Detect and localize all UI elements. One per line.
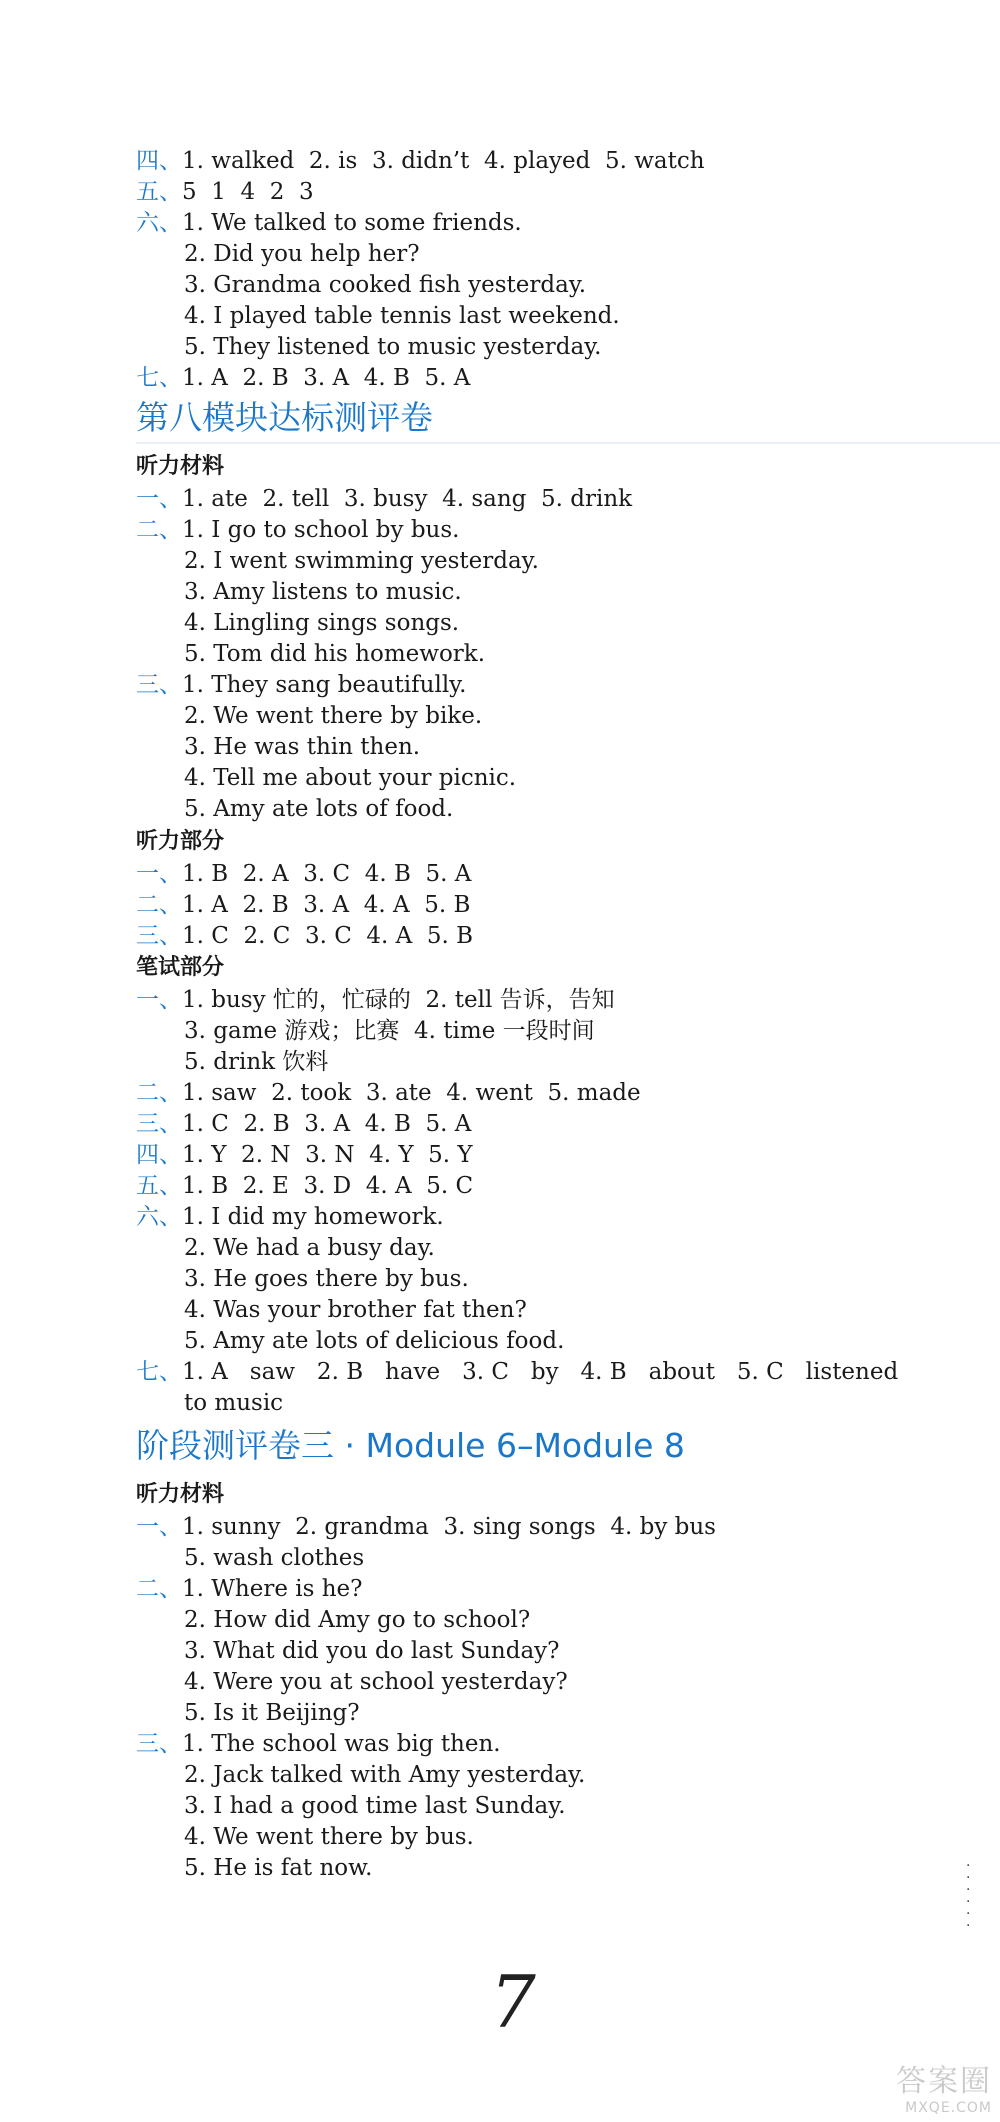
- watermark-url: MXQE.COM: [905, 2100, 992, 2116]
- answer-line: 三、1. C 2. B 3. A 4. B 5. A: [136, 1111, 472, 1137]
- answer-line: 三、1. C 2. C 3. C 4. A 5. B: [136, 923, 474, 949]
- answer-line: 3. I had a good time last Sunday.: [184, 1793, 566, 1819]
- subsection-label: 听力部分: [136, 829, 225, 854]
- answer-line: 二、1. saw 2. took 3. ate 4. went 5. made: [136, 1080, 641, 1106]
- answer-line: 4. Tell me about your picnic.: [184, 765, 517, 791]
- answer-line: 4. Was your brother fat then?: [184, 1297, 527, 1323]
- answer-line: 七、1. A saw 2. B have 3. C by 4. B about 5. C listened: [136, 1359, 899, 1385]
- answer-line: 4. I played table tennis last weekend.: [184, 303, 620, 329]
- subsection-label: 笔试部分: [136, 955, 225, 980]
- answer-line: 五、5 1 4 2 3: [136, 179, 314, 205]
- answer-line: 2. I went swimming yesterday.: [184, 548, 539, 574]
- section-title: 阶段测评卷三 · Module 6–Module 8: [136, 1426, 685, 1465]
- answer-line: 3. game 游戏；比赛 4. time 一段时间: [184, 1018, 595, 1044]
- answer-line: 3. He goes there by bus.: [184, 1266, 469, 1292]
- answer-line: 六、1. I did my homework.: [136, 1204, 444, 1230]
- answer-line: 3. Amy listens to music.: [184, 579, 462, 605]
- watermark-text: 答案圈: [896, 2064, 992, 2099]
- answer-line: 五、1. B 2. E 3. D 4. A 5. C: [136, 1173, 474, 1199]
- answer-line: 4. We went there by bus.: [184, 1824, 474, 1850]
- answer-line: 5. wash clothes: [184, 1545, 365, 1571]
- answer-line: 二、1. I go to school by bus.: [136, 517, 460, 543]
- answer-continuation: to music: [184, 1390, 284, 1416]
- answer-line: 二、1. A 2. B 3. A 4. A 5. B: [136, 892, 471, 918]
- answer-line: 三、1. They sang beautifully.: [136, 672, 467, 698]
- page-number: 7: [490, 1960, 536, 2044]
- section-divider: [136, 442, 1000, 444]
- subsection-label: 听力材料: [136, 1482, 225, 1507]
- answer-line: 2. Did you help her?: [184, 241, 420, 267]
- answer-line: 5. Is it Beijing?: [184, 1700, 360, 1726]
- answer-line: 二、1. Where is he?: [136, 1576, 363, 1602]
- answer-line: 5. He is fat now.: [184, 1855, 373, 1881]
- answer-line: 5. Tom did his homework.: [184, 641, 486, 667]
- answer-line: 2. We went there by bike.: [184, 703, 483, 729]
- answer-line: 3. Grandma cooked fish yesterday.: [184, 272, 587, 298]
- answer-line: 七、1. A 2. B 3. A 4. B 5. A: [136, 365, 471, 391]
- answer-line: 3. What did you do last Sunday?: [184, 1638, 560, 1664]
- subsection-label: 听力材料: [136, 454, 225, 479]
- answer-line: 5. They listened to music yesterday.: [184, 334, 602, 360]
- answer-line: 一、1. B 2. A 3. C 4. B 5. A: [136, 861, 472, 887]
- answer-line: 2. We had a busy day.: [184, 1235, 435, 1261]
- answer-line: 一、1. busy 忙的，忙碌的 2. tell 告诉，告知: [136, 987, 615, 1013]
- answer-line: 三、1. The school was big then.: [136, 1731, 501, 1757]
- answer-line: 2. Jack talked with Amy yesterday.: [184, 1762, 586, 1788]
- answer-line: 2. How did Amy go to school?: [184, 1607, 531, 1633]
- answer-line: 六、1. We talked to some friends.: [136, 210, 522, 236]
- section-title: 第八模块达标测评卷: [136, 398, 433, 437]
- watermark-logo: [896, 2056, 992, 2116]
- answer-line: 4. Lingling sings songs.: [184, 610, 460, 636]
- answer-line: 4. Were you at school yesterday?: [184, 1669, 568, 1695]
- answer-line: 四、1. walked 2. is 3. didn’t 4. played 5. watch: [136, 148, 705, 174]
- answer-line: 一、1. sunny 2. grandma 3. sing songs 4. by bus: [136, 1514, 716, 1540]
- answer-line: 3. He was thin then.: [184, 734, 421, 760]
- answer-line: 四、1. Y 2. N 3. N 4. Y 5. Y: [136, 1142, 473, 1168]
- answer-line: 一、1. ate 2. tell 3. busy 4. sang 5. drink: [136, 486, 633, 512]
- answer-line: 5. Amy ate lots of food.: [184, 796, 454, 822]
- margin-dots: · · · · · ·: [966, 1858, 971, 1934]
- answer-line: 5. drink 饮料: [184, 1049, 329, 1075]
- answer-line: 5. Amy ate lots of delicious food.: [184, 1328, 565, 1354]
